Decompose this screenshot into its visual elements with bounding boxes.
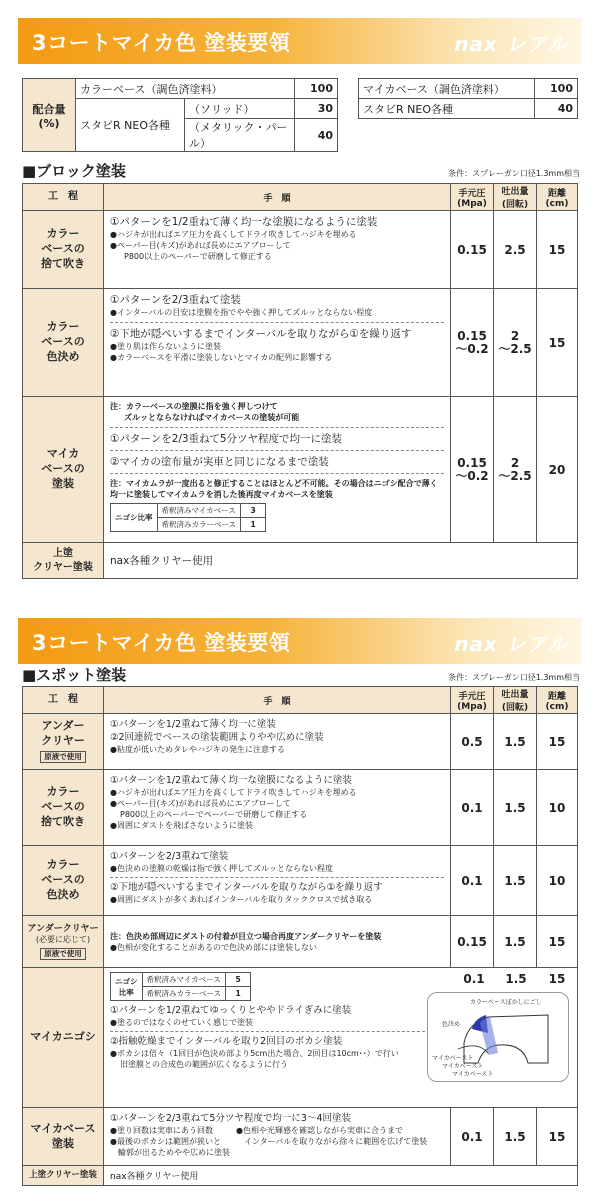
- pressure-value: 0.1: [451, 846, 494, 916]
- mica-values: [453, 968, 577, 987]
- discharge-value: 1.5: [505, 972, 527, 986]
- table-row: [23, 714, 578, 770]
- brand-logo: nax レアル: [454, 32, 568, 56]
- distance-value: 10: [537, 770, 578, 846]
- procedure-bullet: ●インターバルの目安は塗膜を指でやや強く押してズルッとならない程度: [110, 308, 373, 317]
- procedure-bullet: ●周囲にダストを飛ばさないように塗装: [110, 821, 253, 830]
- diagram-label: 色決め: [442, 1021, 461, 1028]
- procedure-bullet: ●粘度が低いためタレやハジキの発生に注意する: [110, 745, 285, 754]
- table-row: [23, 397, 578, 543]
- ratio-item: 希釈済みカラーベース: [157, 518, 241, 532]
- diagram-label: マイカベースト: [432, 1055, 474, 1062]
- distance-value: 15: [537, 211, 578, 289]
- procedure-note: 注：カラーベースの塗膜に指を強く押しつけて: [110, 402, 278, 411]
- procedure-cell: [104, 211, 451, 289]
- table-row: [23, 1166, 578, 1186]
- table-row: [23, 968, 578, 1108]
- step-label: マイカベース 塗装: [23, 1108, 104, 1166]
- block-condition: 条件：スプレーガン口径1.3mm相当: [448, 169, 580, 178]
- color-base-value: 100: [295, 79, 338, 99]
- mix-table-right: [358, 78, 578, 119]
- procedure-cell: [104, 770, 451, 846]
- solid-value: 30: [295, 99, 338, 119]
- procedure-bullet: インターバルを取りながら徐々に範囲を広げて塗装: [244, 1137, 428, 1146]
- header-discharge: 吐出量 (回転): [494, 184, 537, 211]
- ratio-value: 3: [241, 504, 266, 518]
- procedure-bullet: ●色相が変化することがあるので色決め部には塗装しない: [110, 942, 317, 952]
- distance-value: 15: [548, 972, 566, 986]
- distance-value: 15: [537, 714, 578, 770]
- procedure-cell: [104, 968, 578, 1108]
- distance-value: 15: [537, 1108, 578, 1166]
- undiluted-tag: 原液で使用: [40, 751, 86, 763]
- discharge-value: 1.5: [494, 714, 537, 770]
- ratio-item: 希釈済みマイカベース: [157, 504, 241, 518]
- procedure-bullet: P800以上のペーパーで研磨して修正する: [124, 252, 272, 261]
- procedure-cell: [104, 916, 451, 968]
- step-label: マイカ ベースの 塗装: [23, 397, 104, 543]
- step-label: カラー ベースの 捨て吹き: [23, 770, 104, 846]
- metallic-value: 40: [295, 119, 338, 152]
- procedure-cell: [104, 397, 451, 543]
- table-row: [23, 211, 578, 289]
- blend-diagram: [427, 992, 569, 1082]
- nigoshi-label: ニゴシ 比率: [111, 973, 143, 1001]
- procedure-line: ①パターンを2/3重ねて塗装: [110, 851, 229, 862]
- distance-value: 10: [537, 846, 578, 916]
- procedure-bullet: ●最後のボカシは範囲が狭いと: [110, 1137, 221, 1146]
- color-base-label: カラーベース（調色済塗料）: [76, 79, 295, 99]
- table-row: [23, 770, 578, 846]
- step-label: カラー ベースの 色決め: [23, 289, 104, 397]
- block-table: [22, 183, 578, 579]
- spot-condition: 条件：スプレーガン口径1.3mm相当: [448, 673, 580, 682]
- distance-value: 15: [537, 916, 578, 968]
- ratio-item: 希釈済みマイカベース: [142, 973, 226, 987]
- pressure-value: 0.15 〜0.2: [451, 289, 494, 397]
- table-row: [23, 916, 578, 968]
- block-section-title: ■ブロック塗装: [22, 162, 126, 180]
- discharge-value: 2.5: [494, 211, 537, 289]
- step-label: 上塗クリヤー塗装: [23, 1166, 104, 1186]
- step-label: カラー ベースの 色決め: [23, 846, 104, 916]
- pressure-value: 0.1: [451, 770, 494, 846]
- pressure-value: 0.15: [451, 211, 494, 289]
- mix-table-left: [22, 78, 338, 152]
- mix-label: 配合量 (%): [23, 79, 76, 152]
- procedure-note: 注：色決め部周辺にダストの付着が目立つ場合再度アンダークリヤーを塗装: [110, 931, 382, 941]
- procedure-cell: [104, 289, 451, 397]
- step-label: マイカニゴシ: [23, 968, 104, 1108]
- procedure-cell: [104, 1166, 578, 1186]
- distance-value: 20: [537, 397, 578, 543]
- step-label: カラー ベースの 捨て吹き: [23, 211, 104, 289]
- procedure-line: nax各種クリヤー使用: [110, 554, 214, 567]
- header-step: 工 程: [23, 687, 104, 714]
- procedure-cell: [104, 1108, 451, 1166]
- procedure-note: ズルッとならなければマイカベースの塗装が可能: [124, 413, 300, 422]
- step-label: [23, 916, 104, 968]
- procedure-bullet: ●塗り回数は実車にあう回数: [110, 1126, 213, 1135]
- header-procedure: 手 順: [104, 184, 451, 211]
- brand-logo: nax レアル: [454, 632, 568, 656]
- spot-section-title: ■スポット塗装: [22, 666, 127, 684]
- solid-label: （ソリッド）: [185, 99, 295, 119]
- table-row: [23, 289, 578, 397]
- procedure-cell: [104, 714, 451, 770]
- procedure-bullet: ●塗り肌は作らないように塗装: [110, 342, 221, 351]
- procedure-bullet: ●ハジキが出ればエア圧力を高くしてドライ吹きしてハジキを埋める: [110, 788, 357, 797]
- stabi2-label: スタビR NEO各種: [359, 99, 535, 119]
- stabi-label: スタビR NEO各種: [76, 99, 185, 152]
- table-row: [23, 1108, 578, 1166]
- procedure-cell: [104, 846, 451, 916]
- procedure-line: ①パターンを2/3重ねて5分ツヤ程度で均一に3〜4回塗装: [110, 1113, 352, 1124]
- step-label-text: アンダー クリヤー: [41, 719, 85, 748]
- procedure-line: ①パターンを2/3重ねて塗装: [110, 294, 241, 306]
- procedure-line: ②下地が隠ぺいするまでインターバルを取りながら①を繰り返す: [110, 882, 383, 893]
- procedure-line: ①パターンを1/2重ねて薄く均一な塗膜になるように塗装: [110, 775, 352, 786]
- mica-base-label: マイカベース（調色済塗料）: [359, 79, 535, 99]
- discharge-value: 1.5: [494, 770, 537, 846]
- diagram-label: マイカベースト: [452, 1071, 494, 1078]
- step-label-text: アンダークリヤー: [27, 923, 99, 934]
- table-row: [23, 846, 578, 916]
- table-row: [23, 543, 578, 579]
- step-label: [23, 714, 104, 770]
- procedure-line: nax各種クリヤー使用: [110, 1172, 199, 1182]
- pressure-value: 0.15: [451, 916, 494, 968]
- discharge-value: 1.5: [494, 846, 537, 916]
- ratio-value: 1: [226, 987, 251, 1001]
- nigoshi-label: ニゴシ比率: [111, 504, 158, 532]
- header-step: 工 程: [23, 184, 104, 211]
- procedure-bullet: ●ペーパー目(キズ)があれば長めにエアブローして: [110, 799, 291, 808]
- procedure-line: ②下地が隠ぺいするまでインターバルを取りながら①を繰り返す: [110, 328, 412, 340]
- pressure-value: 0.5: [451, 714, 494, 770]
- banner-title: 3コートマイカ色 塗装要領: [32, 631, 291, 655]
- pressure-value: 0.1: [451, 1108, 494, 1166]
- procedure-bullet: ●周囲にダストが多くあればインターバルを取りタッククロスで拭き取る: [110, 895, 373, 904]
- header-pressure: 手元圧 (Mpa): [451, 184, 494, 211]
- procedure-note: 注：マイカムラが一度出ると修正することはほとんど不可能。その場合はニゴシ配合で薄く均一に塗装してマイカムラを消した後再度マイカベースを塗装: [110, 479, 438, 499]
- undiluted-tag: 原液で使用: [40, 948, 86, 960]
- procedure-bullet: ●色決めの塗膜の乾燥は指で強く押してズルッとならない程度: [110, 864, 333, 873]
- discharge-value: 1.5: [494, 1108, 537, 1166]
- header-distance: 距離 (cm): [537, 687, 578, 714]
- procedure-line: ①パターンを1/2重ねてゆっくりとややドライぎみに塗装: [110, 1005, 352, 1016]
- procedure-line: ①パターンを2/3重ねて5分ツヤ程度で均一に塗装: [110, 433, 343, 445]
- discharge-value: 2 〜2.5: [494, 289, 537, 397]
- ratio-value: 5: [226, 973, 251, 987]
- header-procedure: 手 順: [104, 687, 451, 714]
- procedure-bullet: ●ハジキが出ればエア圧力を高くしてドライ吹きしてハジキを埋める: [110, 230, 357, 239]
- procedure-bullet: 輪郭が出るためやや広めに塗装: [118, 1148, 230, 1157]
- procedure-bullet: ●ペーパー目(キズ)があれば長めにエアブローして: [110, 241, 291, 250]
- discharge-value: 1.5: [494, 916, 537, 968]
- procedure-bullet: ●カラーベースを平滑に塗装しないとマイカの配列に影響する: [110, 353, 333, 362]
- header-discharge: 吐出量 (回転): [494, 687, 537, 714]
- procedure-bullet: ●塗るのではなくのせていく感じで塗装: [110, 1018, 253, 1027]
- nigoshi-ratio-table: [110, 972, 251, 1001]
- procedure-bullet: P800以上のペーパーでペーパーで研磨して修正する: [120, 810, 308, 819]
- step-label-sub: (必要に応じて): [35, 935, 91, 945]
- header-pressure: 手元圧 (Mpa): [451, 687, 494, 714]
- metallic-label: （メタリック・パール）: [185, 119, 295, 152]
- procedure-line: ①パターンを1/2重ねて薄く均一に塗装: [110, 719, 276, 730]
- procedure-bullet: 旧塗膜との合成色の範囲が広くなるように行う: [120, 1060, 288, 1069]
- procedure-cell: [104, 543, 578, 579]
- procedure-bullet: ●色相や光輝感を確認しながら実車に合うまで: [236, 1126, 403, 1135]
- spot-table: [22, 686, 578, 1186]
- distance-value: 15: [537, 289, 578, 397]
- diagram-label: マイカベースト: [442, 1063, 484, 1070]
- header-distance: 距離 (cm): [537, 184, 578, 211]
- pressure-value: 0.1: [463, 972, 485, 986]
- discharge-value: 2 〜2.5: [494, 397, 537, 543]
- nigoshi-ratio-table: [110, 503, 266, 532]
- ratio-item: 希釈済みカラーベース: [142, 987, 226, 1001]
- stabi2-value: 40: [535, 99, 578, 119]
- banner-top: [18, 18, 582, 64]
- diagram-label: カラーベースぼかしにごし: [470, 999, 542, 1006]
- step-label: 上塗 クリヤー塗装: [23, 543, 104, 579]
- procedure-line: ①パターンを1/2重ねて薄く均一な塗膜になるように塗装: [110, 216, 378, 228]
- banner-spot: [18, 618, 582, 664]
- procedure-line: ②2回連続でベースの塗装範囲よりやや広めに塗装: [110, 732, 324, 743]
- banner-title: 3コートマイカ色 塗装要領: [32, 31, 291, 55]
- procedure-line: ②マイカの塗布量が実車と同じになるまで塗装: [110, 456, 329, 468]
- procedure-bullet: ●ボカシは倍々（1回目が色決め部より5cm出た場合、2回目は10cm･･）で行い: [110, 1049, 399, 1058]
- mica-base-value: 100: [535, 79, 578, 99]
- ratio-value: 1: [241, 518, 266, 532]
- procedure-line: ②指触乾燥までインターバルを取り2回目のボカシ塗装: [110, 1036, 343, 1047]
- pressure-value: 0.15 〜0.2: [451, 397, 494, 543]
